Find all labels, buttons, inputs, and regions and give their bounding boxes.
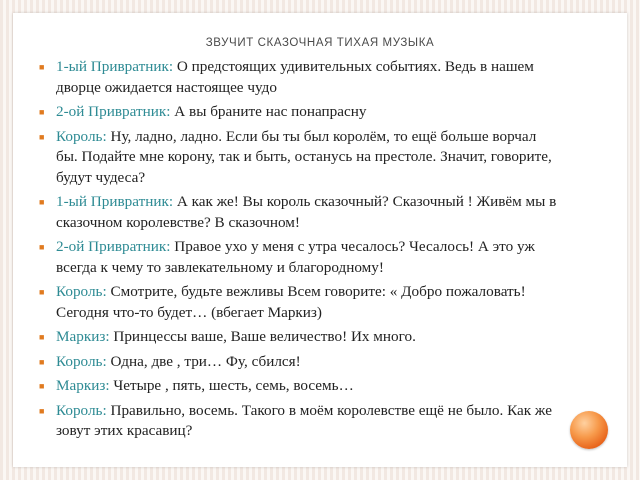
line-text: Ну, ладно, ладно. Если бы ты был королём, то ещё больше ворчал бы. Подайте мне корону, так и быть, останусь на престоле. Значит, говорите, будут чудеса? (56, 127, 552, 186)
list-item (39, 57, 559, 98)
speaker-label: Король: (56, 283, 107, 300)
line-text: Принцессы ваше, Ваше величество! Их много. (109, 328, 416, 345)
line-text: Четыре , пять, шесть, семь, восемь… (109, 377, 354, 394)
list-item (39, 127, 559, 189)
line-text: А вы браните нас понапрасну (170, 103, 367, 120)
list-item (39, 192, 559, 233)
speaker-label: Король: (56, 352, 107, 370)
speaker-label: Король: (56, 401, 107, 419)
speaker-label: Маркиз: (56, 377, 110, 394)
square-bullet-icon: ■ (39, 131, 45, 142)
square-bullet-icon: ■ (39, 287, 45, 297)
list-item (39, 282, 559, 323)
slide-title: ЗВУЧИТ СКАЗОЧНАЯ ТИХАЯ МУЗЫКА (205, 37, 435, 49)
line-text: Правильно, восемь. Такого в моём королевстве ещё не было. Как же зовут этих красавиц? (56, 401, 552, 439)
line-text: Одна, две , три… Фу, сбился! (106, 352, 301, 370)
slide (13, 13, 627, 467)
list-item (39, 401, 559, 442)
decorative-orb (570, 411, 608, 449)
line-text: О предстоящих удивительных событиях. Ведь в нашем дворце ожидается настоящее чудо (56, 58, 534, 96)
list-item (39, 376, 559, 397)
list-item (39, 327, 559, 348)
speaker-label: 1-ый Привратник: (56, 58, 174, 75)
speaker-label: Маркиз: (56, 328, 110, 345)
square-bullet-icon: ■ (39, 197, 45, 207)
dialogue-list (39, 57, 559, 446)
list-item (39, 102, 559, 123)
square-bullet-icon: ■ (39, 381, 45, 391)
line-text: А как же! Вы король сказочный? Сказочный ! Живём мы в сказочном королевстве? В сказочном! (56, 193, 557, 231)
list-item (39, 237, 559, 278)
square-bullet-icon: ■ (39, 62, 45, 72)
speaker-label: 1-ый Привратник: (56, 193, 174, 210)
square-bullet-icon: ■ (39, 405, 45, 416)
speaker-label: 2-ой Привратник: (56, 103, 171, 120)
square-bullet-icon: ■ (39, 107, 45, 117)
square-bullet-icon: ■ (39, 332, 45, 342)
square-bullet-icon: ■ (39, 242, 45, 252)
line-text: Смотрите, будьте вежливы Всем говорите: « Добро пожаловать! Сегодня что-то будет… (вбегает Маркиз) (56, 283, 526, 321)
speaker-label: 2-ой Привратник: (56, 238, 171, 255)
list-item (39, 352, 559, 373)
square-bullet-icon: ■ (39, 356, 45, 367)
speaker-label: Король: (56, 127, 107, 145)
line-text: Правое ухо у меня с утра чесалось? Чесалось! А это уж всегда к чему то завлекательному и благородному! (56, 238, 535, 276)
